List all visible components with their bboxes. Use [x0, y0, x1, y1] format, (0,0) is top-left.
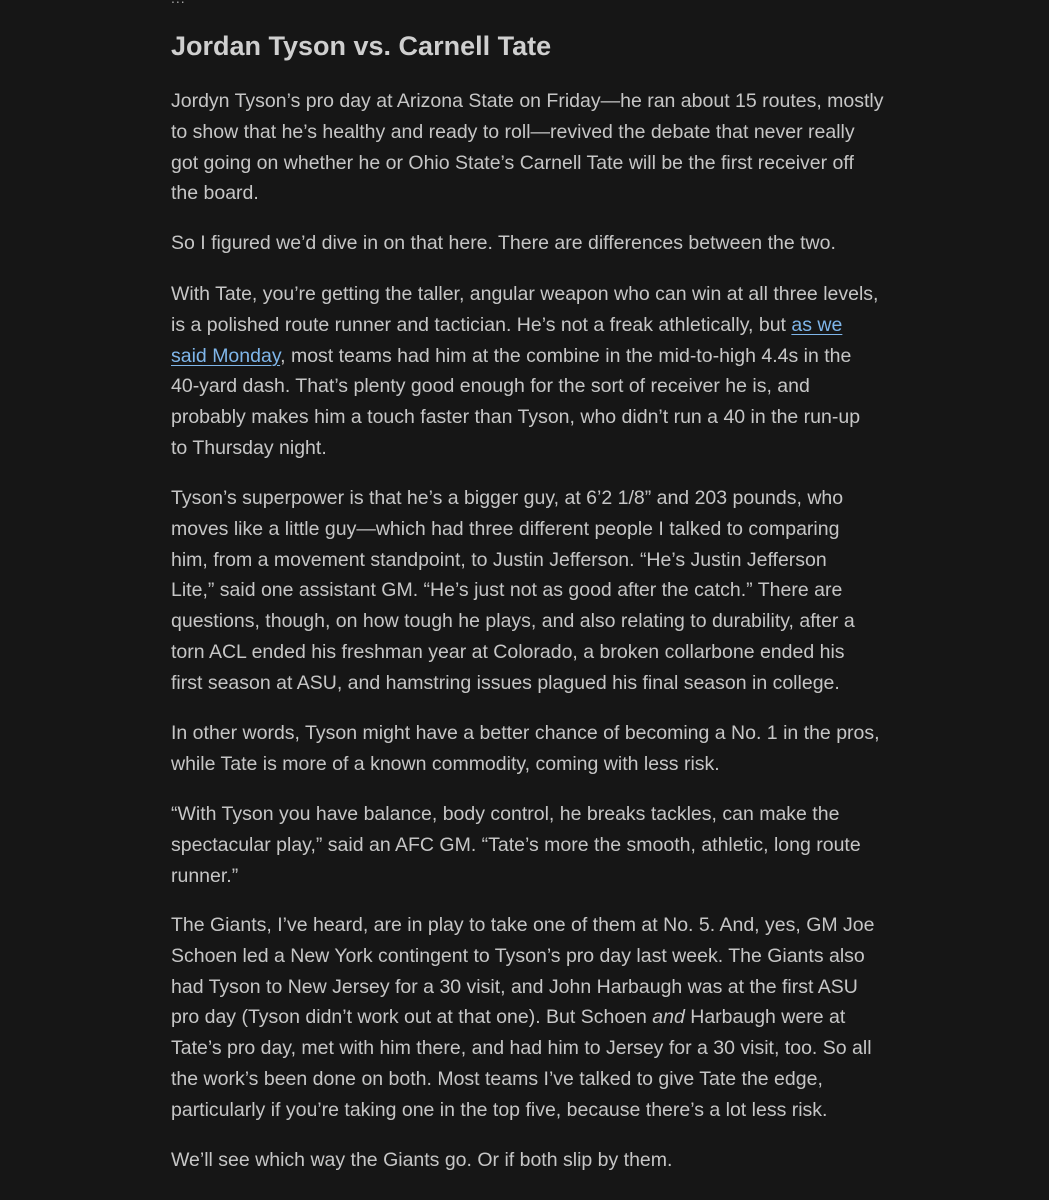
paragraph-8 — [171, 1145, 879, 1176]
text-line: got going on whether he or Ohio State’s Carnell Tate will be the first receiver off — [171, 151, 854, 174]
text-line: spectacular play,” said an AFC GM. “Tate’s more the smooth, athletic, long route — [171, 833, 861, 856]
text-line: particularly if you’re taking one in the top five, because there’s a lot less risk. — [171, 1098, 828, 1121]
text-line: questions, though, on how tough he plays, and also relating to durability, after a — [171, 610, 855, 633]
text-line: Jordyn Tyson’s pro day at Arizona State on Friday—he ran about 15 routes, mostly — [171, 90, 884, 112]
text-line: probably makes him a touch faster than Tyson, who didn’t run a 40 in the run-up — [171, 406, 861, 429]
text-segment: Harbaugh were at — [684, 1006, 846, 1029]
text-line: him, from a movement standpoint, to Justin Jefferson. “He’s Justin Jefferson — [171, 548, 827, 571]
paragraph-4 — [171, 483, 879, 699]
truncation-mark — [171, 0, 186, 4]
text-line: first season at ASU, and hamstring issues plagued his final season in college. — [171, 671, 840, 694]
text-segment: , most teams had him at the combine in the mid-to-high 4.4s in the — [280, 344, 852, 367]
as-we-said-monday-link-part1[interactable]: as we — [791, 313, 843, 336]
text-line: With Tate, you’re getting the taller, angular weapon who can win at all three levels, — [171, 283, 879, 305]
paragraph-3 — [171, 279, 879, 464]
text-line: Lite,” said one assistant GM. “He’s just not as good after the catch.” There are — [171, 579, 843, 602]
text-line: runner.” — [171, 864, 239, 887]
text-line: torn ACL ended his freshman year at Colorado, a broken collarbone ended his — [171, 640, 845, 663]
text-line: to Thursday night. — [171, 436, 327, 459]
text-line — [171, 1002, 879, 1033]
text-line: Schoen led a New York contingent to Tyson’s pro day last week. The Giants also — [171, 944, 865, 967]
text-line: Tyson’s superpower is that he’s a bigger guy, at 6’2 1/8” and 203 pounds, who — [171, 487, 844, 509]
text-line: In other words, Tyson might have a better chance of becoming a No. 1 in the pros, — [171, 722, 880, 744]
paragraph-2 — [171, 228, 879, 259]
text-line: Tate’s pro day, met with him there, and had him to Jersey for a 30 visit, too. So all — [171, 1037, 872, 1060]
text-line: So I figured we’d dive in on that here. There are differences between the two. — [171, 232, 836, 254]
paragraph-6 — [171, 799, 879, 891]
text-line: while Tate is more of a known commodity, coming with less risk. — [171, 752, 720, 775]
text-segment: pro day (Tyson didn’t work out at that one). But Schoen — [171, 1006, 653, 1029]
paragraph-1 — [171, 86, 884, 209]
text-line: had Tyson to New Jersey for a 30 visit, and John Harbaugh was at the first ASU — [171, 975, 858, 998]
text-line — [171, 310, 879, 341]
text-line: We’ll see which way the Giants go. Or if both slip by them. — [171, 1149, 673, 1171]
text-line: “With Tyson you have balance, body control, he breaks tackles, can make the — [171, 803, 840, 825]
text-line: to show that he’s healthy and ready to roll—revived the debate that never really — [171, 120, 855, 143]
text-line: the board. — [171, 182, 259, 205]
text-line: 40-yard dash. That’s plenty good enough for the sort of receiver he is, and — [171, 375, 810, 398]
emphasis-and: and — [652, 1006, 685, 1029]
paragraph-7 — [171, 910, 879, 1126]
text-line: The Giants, I’ve heard, are in play to take one of them at No. 5. And, yes, GM Joe — [171, 914, 875, 936]
paragraph-5 — [171, 718, 879, 780]
section-headline: Jordan Tyson vs. Carnell Tate — [171, 31, 552, 61]
text-line: moves like a little guy—which had three different people I talked to comparing — [171, 517, 840, 540]
as-we-said-monday-link-part2[interactable]: said Monday — [171, 344, 281, 367]
text-line: the work’s been done on both. Most teams I’ve talked to give Tate the edge, — [171, 1067, 823, 1090]
text-segment: is a polished route runner and tactician. He’s not a freak athletically, but — [171, 313, 792, 336]
text-line — [171, 341, 879, 372]
